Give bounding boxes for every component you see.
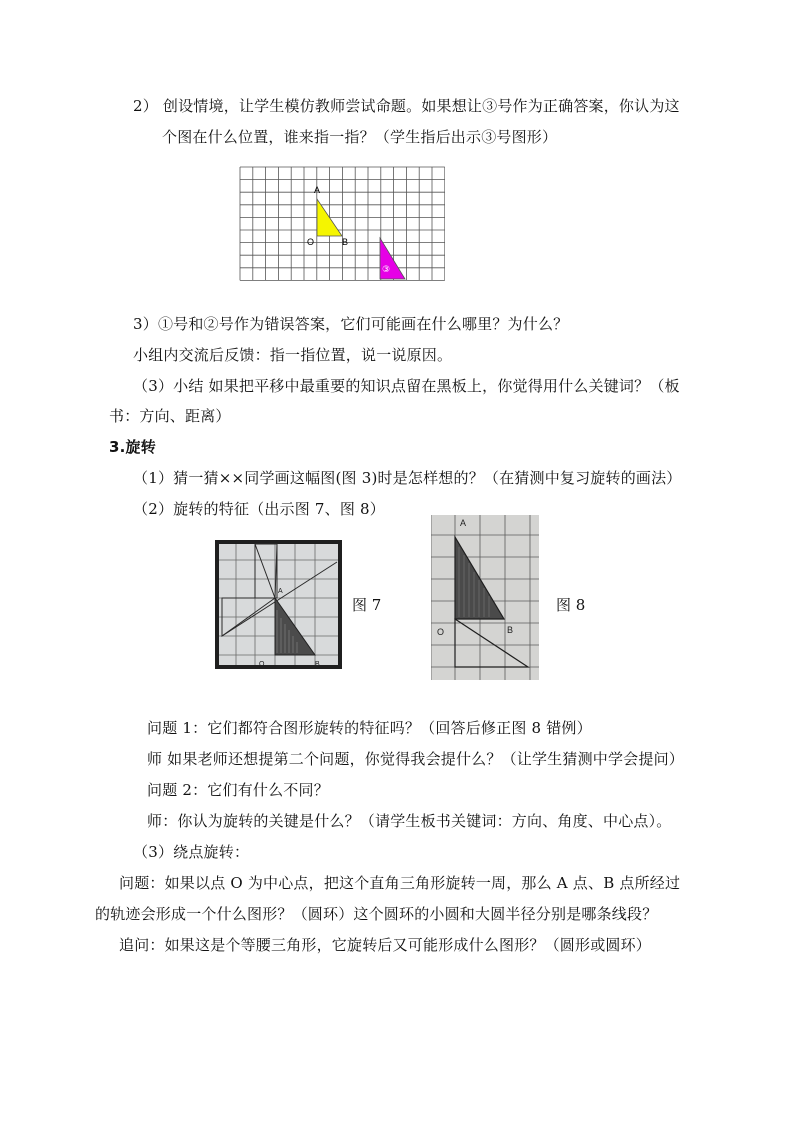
section3-q1: （1）猜一猜××同学画这幅图(图 3)时是怎样想的？（在猜测中复习旋转的画法）: [133, 469, 682, 487]
figure-8-caption: 图 8: [556, 596, 586, 614]
teacher-line-2: 师：你认为旋转的关键是什么？（请学生板书关键词：方向、角度、中心点）。: [147, 812, 672, 830]
question-1: 问题 1：它们都符合图形旋转的特征吗？（回答后修正图 8 错例）: [147, 719, 592, 737]
para3-line4: 书：方向、距离）: [109, 407, 231, 425]
figure-8-photo: [431, 515, 539, 680]
figure-7-caption: 图 7: [352, 596, 382, 614]
subsection-3: （3）绕点旋转：: [133, 843, 250, 861]
para2-line2: 个图在什么位置，谁来指一指？（学生指后出示③号图形）: [162, 128, 558, 146]
figure-7-photo: [215, 540, 342, 669]
question-2: 问题 2：它们有什么不同？: [147, 781, 329, 799]
figure-7-svg: [215, 540, 342, 669]
grid-label-a: A: [314, 185, 321, 195]
translation-grid-figure: [239, 166, 445, 285]
fig8-label-o: O: [437, 627, 445, 637]
section3-q2: （2）旋转的特征（出示图 7、图 8）: [133, 500, 385, 518]
section-heading: 3.旋转: [109, 438, 156, 456]
para3-line2: 小组内交流后反馈：指一指位置，说一说原因。: [133, 346, 453, 364]
figure-8-svg: [431, 515, 539, 680]
fig8-label-b: B: [507, 625, 514, 635]
para2-line1: 2） 创设情境，让学生模仿教师尝试命题。如果想让③号作为正确答案，你认为这: [133, 97, 680, 115]
fig7-label-o: O: [259, 661, 265, 668]
grid-svg: [239, 166, 445, 281]
fig7-label-b: B: [315, 661, 320, 668]
fig8-label-a: A: [460, 518, 467, 528]
grid-label-3: ③: [382, 264, 391, 274]
problem-line-3: 追问：如果这是个等腰三角形，它旋转后又可能形成什么图形？（圆形或圆环）: [119, 936, 652, 954]
para3-line3: （3）小结 如果把平移中最重要的知识点留在黑板上，你觉得用什么关键词？（板: [133, 377, 680, 395]
para3-line1: 3）①号和②号作为错误答案，它们可能画在什么哪里？为什么？: [133, 315, 569, 333]
fig7-label-a: A: [278, 588, 283, 595]
grid-label-b: B: [342, 237, 349, 247]
grid-label-o: O: [307, 237, 315, 247]
problem-line-1: 问题：如果以点 O 为中心点，把这个直角三角形旋转一周，那么 A 点、B 点所经过: [119, 874, 681, 892]
problem-line-2: 的轨迹会形成一个什么图形？（圆环）这个圆环的小圆和大圆半径分别是哪条线段？: [95, 905, 658, 923]
teacher-line-1: 师 如果老师还想提第二个问题，你觉得我会提什么？（让学生猜测中学会提问）: [147, 750, 684, 768]
